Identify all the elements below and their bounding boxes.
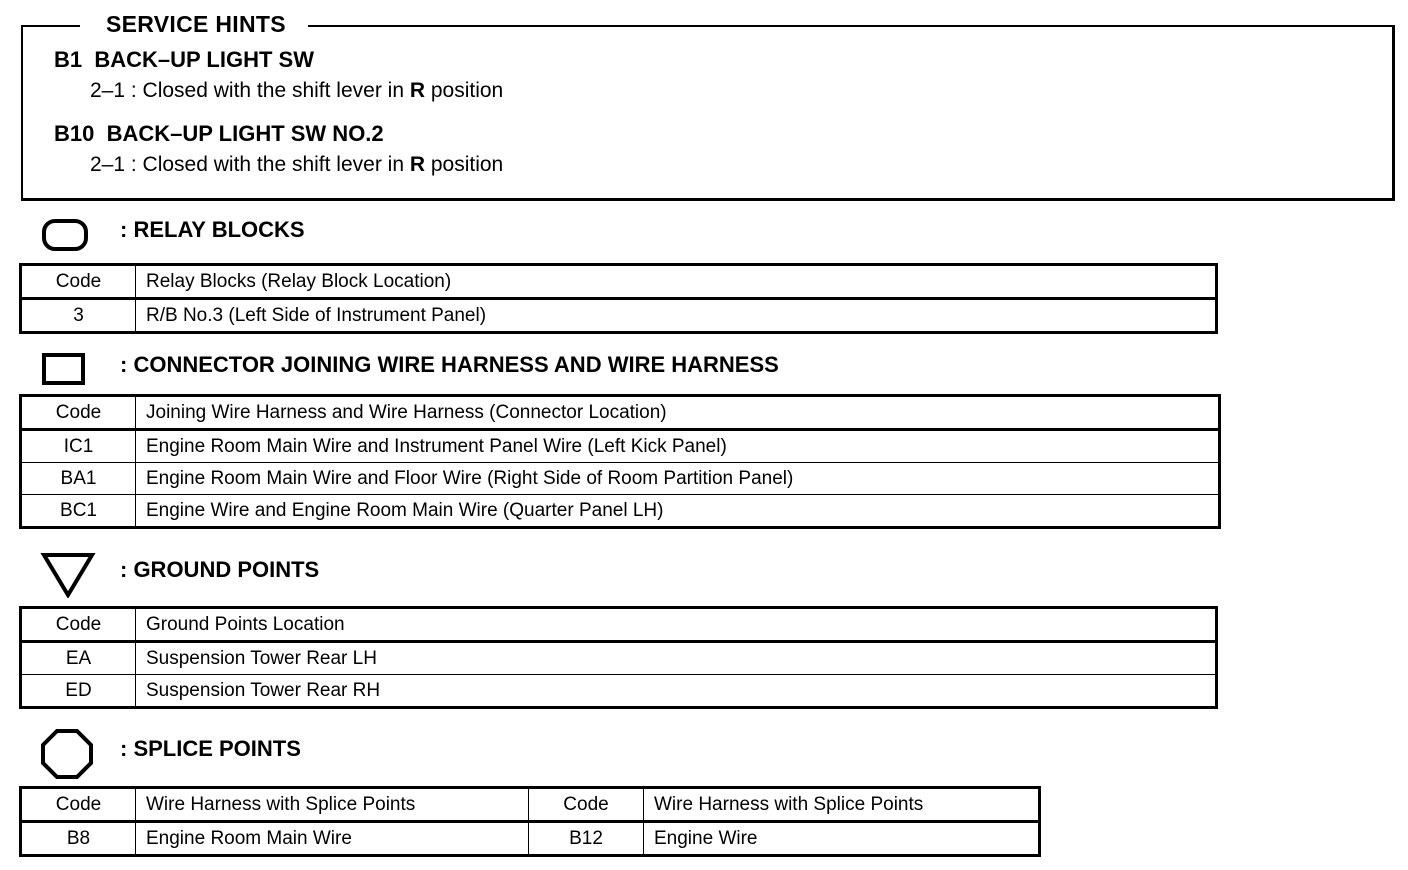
connectors-title: : CONNECTOR JOINING WIRE HARNESS AND WIRE HARNESS [120,352,779,377]
table-header-row [21,608,1217,642]
splice-points-title: : SPLICE POINTS [120,736,301,761]
row-code: IC1 [21,430,136,463]
service-hints-title: SERVICE HINTS [80,10,308,38]
header-desc: Joining Wire Harness and Wire Harness (Connector Location) [136,396,1220,430]
header-code: Code [21,788,136,822]
hint-position: R [409,153,426,176]
header-desc: Ground Points Location [136,608,1217,642]
table-row [21,642,1217,675]
row-desc: Engine Room Main Wire [136,822,529,856]
relay-blocks-title: : RELAY BLOCKS [120,217,305,242]
row-desc: Engine Room Main Wire and Instrument Panel Wire (Left Kick Panel) [136,430,1220,463]
relay-blocks-table [19,263,1218,334]
hint-text-end: position [425,153,504,176]
row-code: ED [21,675,136,708]
table-header-row [21,788,1040,822]
connectors-table [19,394,1221,529]
hint-name: BACK–UP LIGHT SW [94,47,314,72]
ground-points-title: : GROUND POINTS [120,557,320,582]
table-row [21,463,1220,495]
table-header-row [21,265,1217,299]
row-desc: Engine Wire and Engine Room Main Wire (Quarter Panel LH) [136,495,1220,528]
table-row [21,822,1040,856]
row-desc: R/B No.3 (Left Side of Instrument Panel) [136,299,1217,333]
hint-code: B10 [54,121,95,146]
rounded-rect-icon [41,218,89,252]
header-code: Code [21,265,136,299]
row-code: BC1 [21,495,136,528]
row-code: EA [21,642,136,675]
table-row [21,299,1217,333]
header-desc: Relay Blocks (Relay Block Location) [136,265,1217,299]
hint-pins: 2–1 [90,79,126,102]
row-desc: Suspension Tower Rear RH [136,675,1217,708]
ground-points-table [19,606,1218,709]
table-row [21,675,1217,708]
square-icon [41,352,87,386]
table-row [21,430,1220,463]
hint-code: B1 [54,47,83,72]
hint-line-b10 [90,152,503,178]
hint-position: R [409,79,426,102]
row-code: B12 [529,822,644,856]
octagon-icon [40,728,94,780]
row-code: 3 [21,299,136,333]
row-code: BA1 [21,463,136,495]
hint-heading-b10 [54,121,384,147]
hint-name: BACK–UP LIGHT SW NO.2 [106,121,384,146]
hint-pins: 2–1 [90,153,126,176]
row-desc: Engine Wire [644,822,1040,856]
header-code: Code [529,788,644,822]
header-code: Code [21,608,136,642]
header-desc: Wire Harness with Splice Points [644,788,1040,822]
splice-points-table [19,786,1041,857]
hint-line-b1 [90,78,503,104]
hint-text: : Closed with the shift lever in [125,153,410,176]
hint-heading-b1 [54,47,314,73]
header-code: Code [21,396,136,430]
table-row [21,495,1220,528]
hint-text-end: position [425,79,504,102]
row-desc: Engine Room Main Wire and Floor Wire (Right Side of Room Partition Panel) [136,463,1220,495]
row-code: B8 [21,822,136,856]
hint-text: : Closed with the shift lever in [125,79,410,102]
table-header-row [21,396,1220,430]
triangle-down-icon [40,552,96,598]
header-desc: Wire Harness with Splice Points [136,788,529,822]
row-desc: Suspension Tower Rear LH [136,642,1217,675]
